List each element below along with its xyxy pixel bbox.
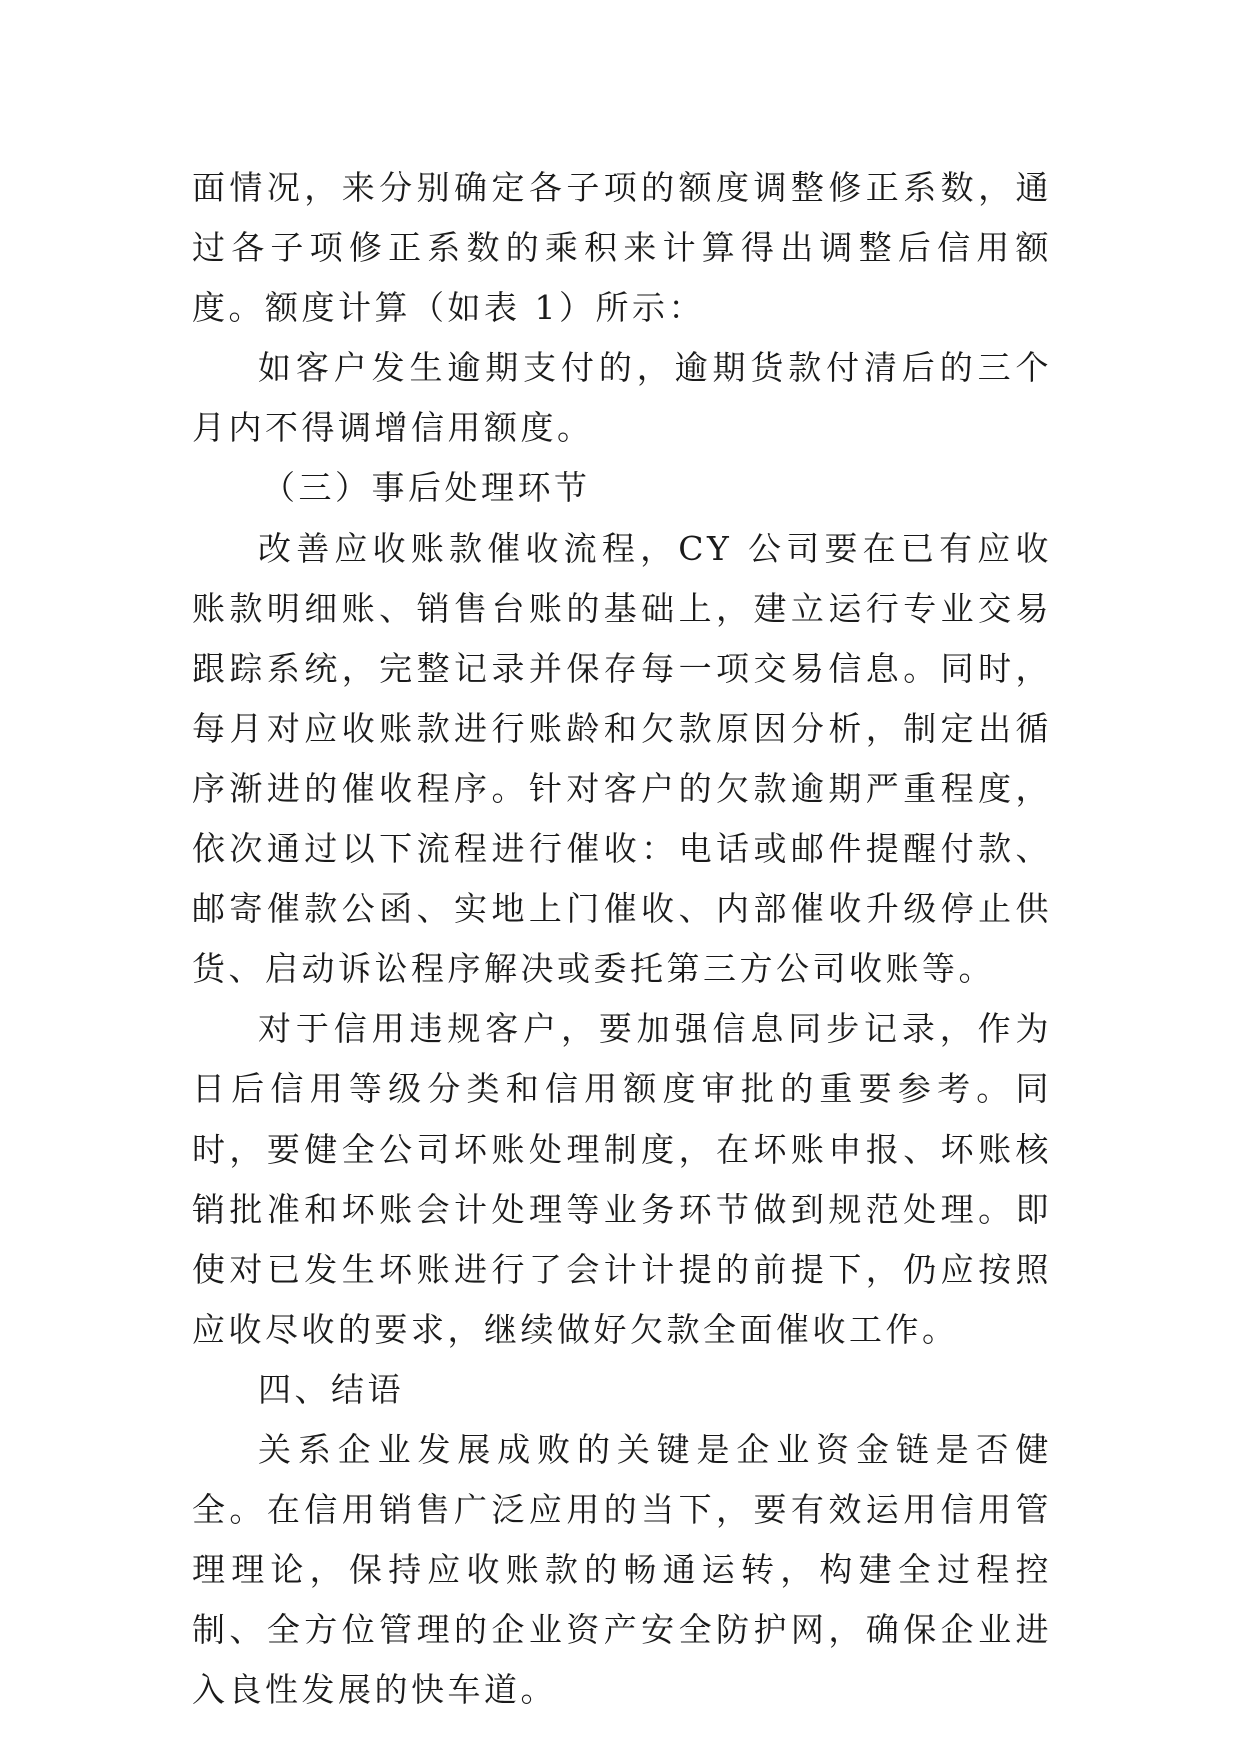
section-heading-conclusion: 四、结语 <box>258 1369 404 1409</box>
section-heading-post-processing: （三）事后处理环节 <box>262 468 591 508</box>
paragraph-bad-debt: 对于信用违规客户，要加强信息同步记录，作为日后信用等级分类和信用额度审批的重要参考。同时，要健全公司坏账处理制度，在坏账申报、坏账核销批准和坏账会计处理等业务环节做到规范处理。即使对已发生坏账进行了会计计提的前提下，仍应按照应收尽收的要求，继续做好欠款全面催收工作。 <box>192 1009 1052 1349</box>
body-text <box>192 158 1052 1720</box>
paragraph-overdue-rule: 如客户发生逾期支付的，逾期货款付清后的三个月内不得调增信用额度。 <box>192 348 1052 448</box>
paragraph-conclusion: 关系企业发展成败的关键是企业资金链是否健全。在信用销售广泛应用的当下，要有效运用信用管理理论，保持应收账款的畅通运转，构建全过程控制、全方位管理的企业资产安全防护网，确保企业进入良性发展的快车道。 <box>192 1429 1052 1710</box>
paragraph-collection-process: 改善应收账款催收流程，CY 公司要在已有应收账款明细账、销售台账的基础上，建立运行专业交易跟踪系统，完整记录并保存每一项交易信息。同时，每月对应收账款进行账龄和欠款原因分析，制定出循序渐进的催收程序。针对客户的欠款逾期严重程度，依次通过以下流程进行催收：电话或邮件提醒付款、邮寄催款公函、实地上门催收、内部催收升级停止供货、启动诉讼程序解决或委托第三方公司收账等。 <box>192 528 1052 989</box>
paragraph-credit-calculation: 面情况，来分别确定各子项的额度调整修正系数，通过各子项修正系数的乘积来计算得出调整后信用额度。额度计算（如表 1）所示： <box>192 168 1052 328</box>
